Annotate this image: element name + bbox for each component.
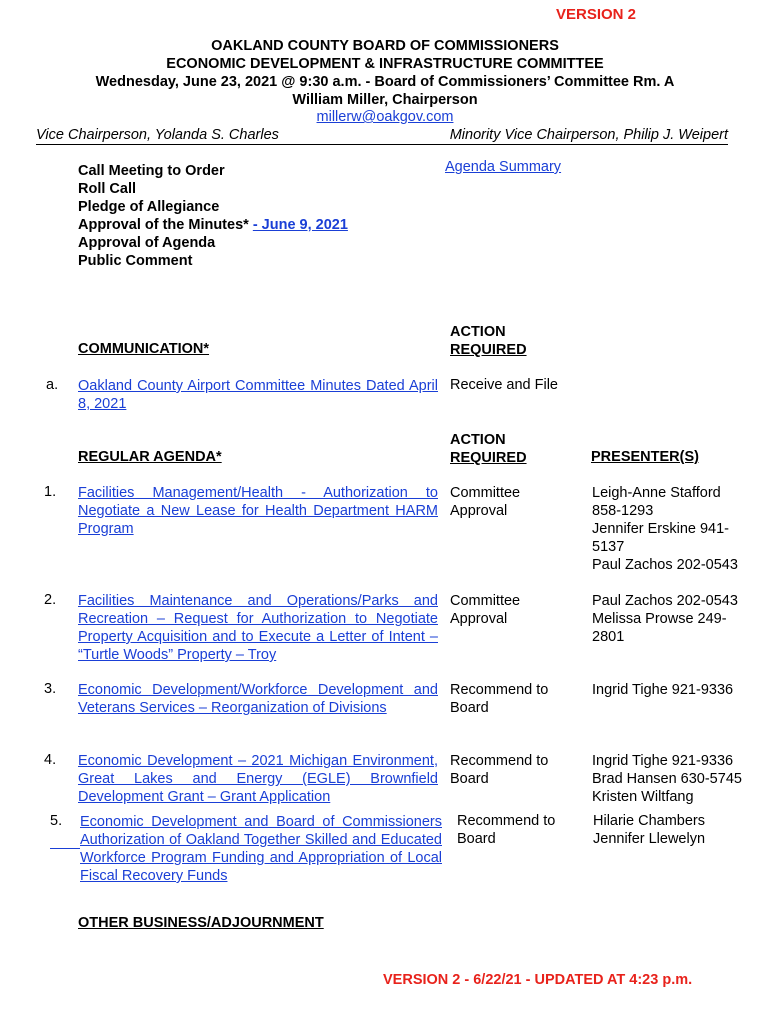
presenter: Brad Hansen 630-5745: [592, 771, 742, 787]
header-meeting-info: Wednesday, June 23, 2021 @ 9:30 a.m. - Board of Commissioners’ Committee Rm. A: [95, 74, 675, 90]
communication-action-heading: [450, 323, 527, 359]
presenter: Paul Zachos 202-0543: [592, 593, 738, 609]
item-presenters: [592, 592, 738, 646]
presenter: Kristen Wiltfang: [592, 789, 694, 805]
presenter: Ingrid Tighe 921-9336: [592, 753, 734, 769]
footer-version: VERSION 2 - 6/22/21 - UPDATED AT 4:23 p.m.: [383, 972, 693, 988]
other-business-heading: OTHER BUSINESS/ADJOURNMENT: [78, 915, 324, 931]
item-action: [450, 592, 520, 628]
action-line2: REQUIRED: [450, 342, 527, 358]
action-text: Board: [457, 831, 496, 847]
presenter: Paul Zachos 202-0543: [592, 557, 738, 573]
item-marker: 3.: [44, 681, 57, 697]
minority-vice-chairperson: Minority Vice Chairperson, Philip J. Weipert: [449, 127, 728, 143]
presenter: Jennifer Llewelyn: [593, 831, 706, 847]
header-committee: ECONOMIC DEVELOPMENT & INFRASTRUCTURE COMMITTEE: [166, 56, 604, 72]
item5-underline-lead: [50, 848, 80, 849]
agenda-item-link[interactable]: Facilities Maintenance and Operations/Parks and Recreation – Request for Authorization to Negotiate Property Acquisition and to Execute a Letter of Intent – “Turtle Woods” Property – Troy: [78, 593, 438, 663]
action-line1: ACTION: [450, 324, 506, 340]
approval-minutes-label: Approval of the Minutes*: [78, 217, 249, 233]
regular-agenda-heading: REGULAR AGENDA*: [78, 449, 222, 465]
item-action: [450, 681, 548, 717]
action-text: Committee: [450, 593, 521, 609]
agenda-item-link[interactable]: Economic Development – 2021 Michigan Environment, Great Lakes and Energy (EGLE) Brownfield Development Grant – Grant Application: [78, 753, 438, 805]
agenda-item-link[interactable]: Economic Development/Workforce Development and Veterans Services – Reorganization of Divisions: [78, 682, 438, 716]
action-line1: ACTION: [450, 432, 506, 448]
presenter: Melissa Prowse 249-: [592, 611, 727, 627]
regular-action-heading: [450, 431, 527, 467]
item-presenters: [592, 752, 742, 806]
action-text: Recommend to: [450, 753, 549, 769]
presenter: 858-1293: [592, 503, 654, 519]
item-marker: 4.: [44, 752, 57, 768]
action-text: Approval: [450, 611, 508, 627]
action-text: Board: [450, 700, 489, 716]
item-marker: 2.: [44, 592, 57, 608]
item-action: [457, 812, 555, 848]
action-line2: REQUIRED: [450, 450, 527, 466]
presenter: Jennifer Erskine 941-: [592, 521, 730, 537]
item-marker: 1.: [44, 484, 57, 500]
action-text: Committee: [450, 485, 521, 501]
item-action: [450, 484, 520, 520]
presenter: 5137: [592, 539, 625, 555]
approval-minutes: [78, 216, 348, 234]
vice-chairperson: Vice Chairperson, Yolanda S. Charles: [36, 127, 279, 143]
presenter: Ingrid Tighe 921-9336: [592, 682, 734, 698]
action-text: Approval: [450, 503, 508, 519]
presenter: Leigh-Anne Stafford: [592, 485, 721, 501]
roll-call: Roll Call: [78, 181, 137, 197]
call-to-order: Call Meeting to Order: [78, 163, 225, 179]
communication-heading: COMMUNICATION*: [78, 341, 210, 357]
opening-items: [78, 162, 348, 270]
minutes-link[interactable]: - June 9, 2021: [252, 217, 348, 233]
pledge: Pledge of Allegiance: [78, 199, 220, 215]
header-chairperson: William Miller, Chairperson: [292, 92, 478, 108]
action-text: Board: [450, 771, 489, 787]
agenda-summary-link[interactable]: Agenda Summary: [445, 159, 562, 175]
communication-item-link[interactable]: Oakland County Airport Committee Minutes Dated April 8, 2021: [78, 378, 438, 412]
agenda-item-link[interactable]: Facilities Management/Health - Authorization to Negotiate a New Lease for Health Department HARM Program: [78, 485, 438, 537]
action-text: Recommend to: [457, 813, 556, 829]
header-divider: [36, 144, 728, 145]
action-text: Recommend to: [450, 682, 549, 698]
item-presenters: [593, 812, 705, 848]
presenter: 2801: [592, 629, 625, 645]
item-presenters: [592, 681, 733, 699]
header-org: OAKLAND COUNTY BOARD OF COMMISSIONERS: [211, 38, 559, 54]
presenters-heading: PRESENTER(S): [591, 449, 699, 465]
item-action: [450, 752, 548, 788]
communication-action: Receive and File: [450, 377, 558, 393]
item-presenters: [592, 484, 738, 574]
item-marker: 5.: [50, 813, 63, 829]
chair-email-link[interactable]: millerw@oakgov.com: [316, 109, 454, 125]
communication-marker: a.: [46, 377, 59, 393]
public-comment: Public Comment: [78, 253, 193, 269]
version-label: VERSION 2: [556, 6, 637, 23]
presenter: Hilarie Chambers: [593, 813, 706, 829]
agenda-item-link[interactable]: Economic Development and Board of Commissioners Authorization of Oakland Together Skilled and Educated Workforce Program Funding and Appropriation of Local Fiscal Recovery Funds: [80, 814, 442, 884]
approval-agenda: Approval of Agenda: [78, 235, 216, 251]
